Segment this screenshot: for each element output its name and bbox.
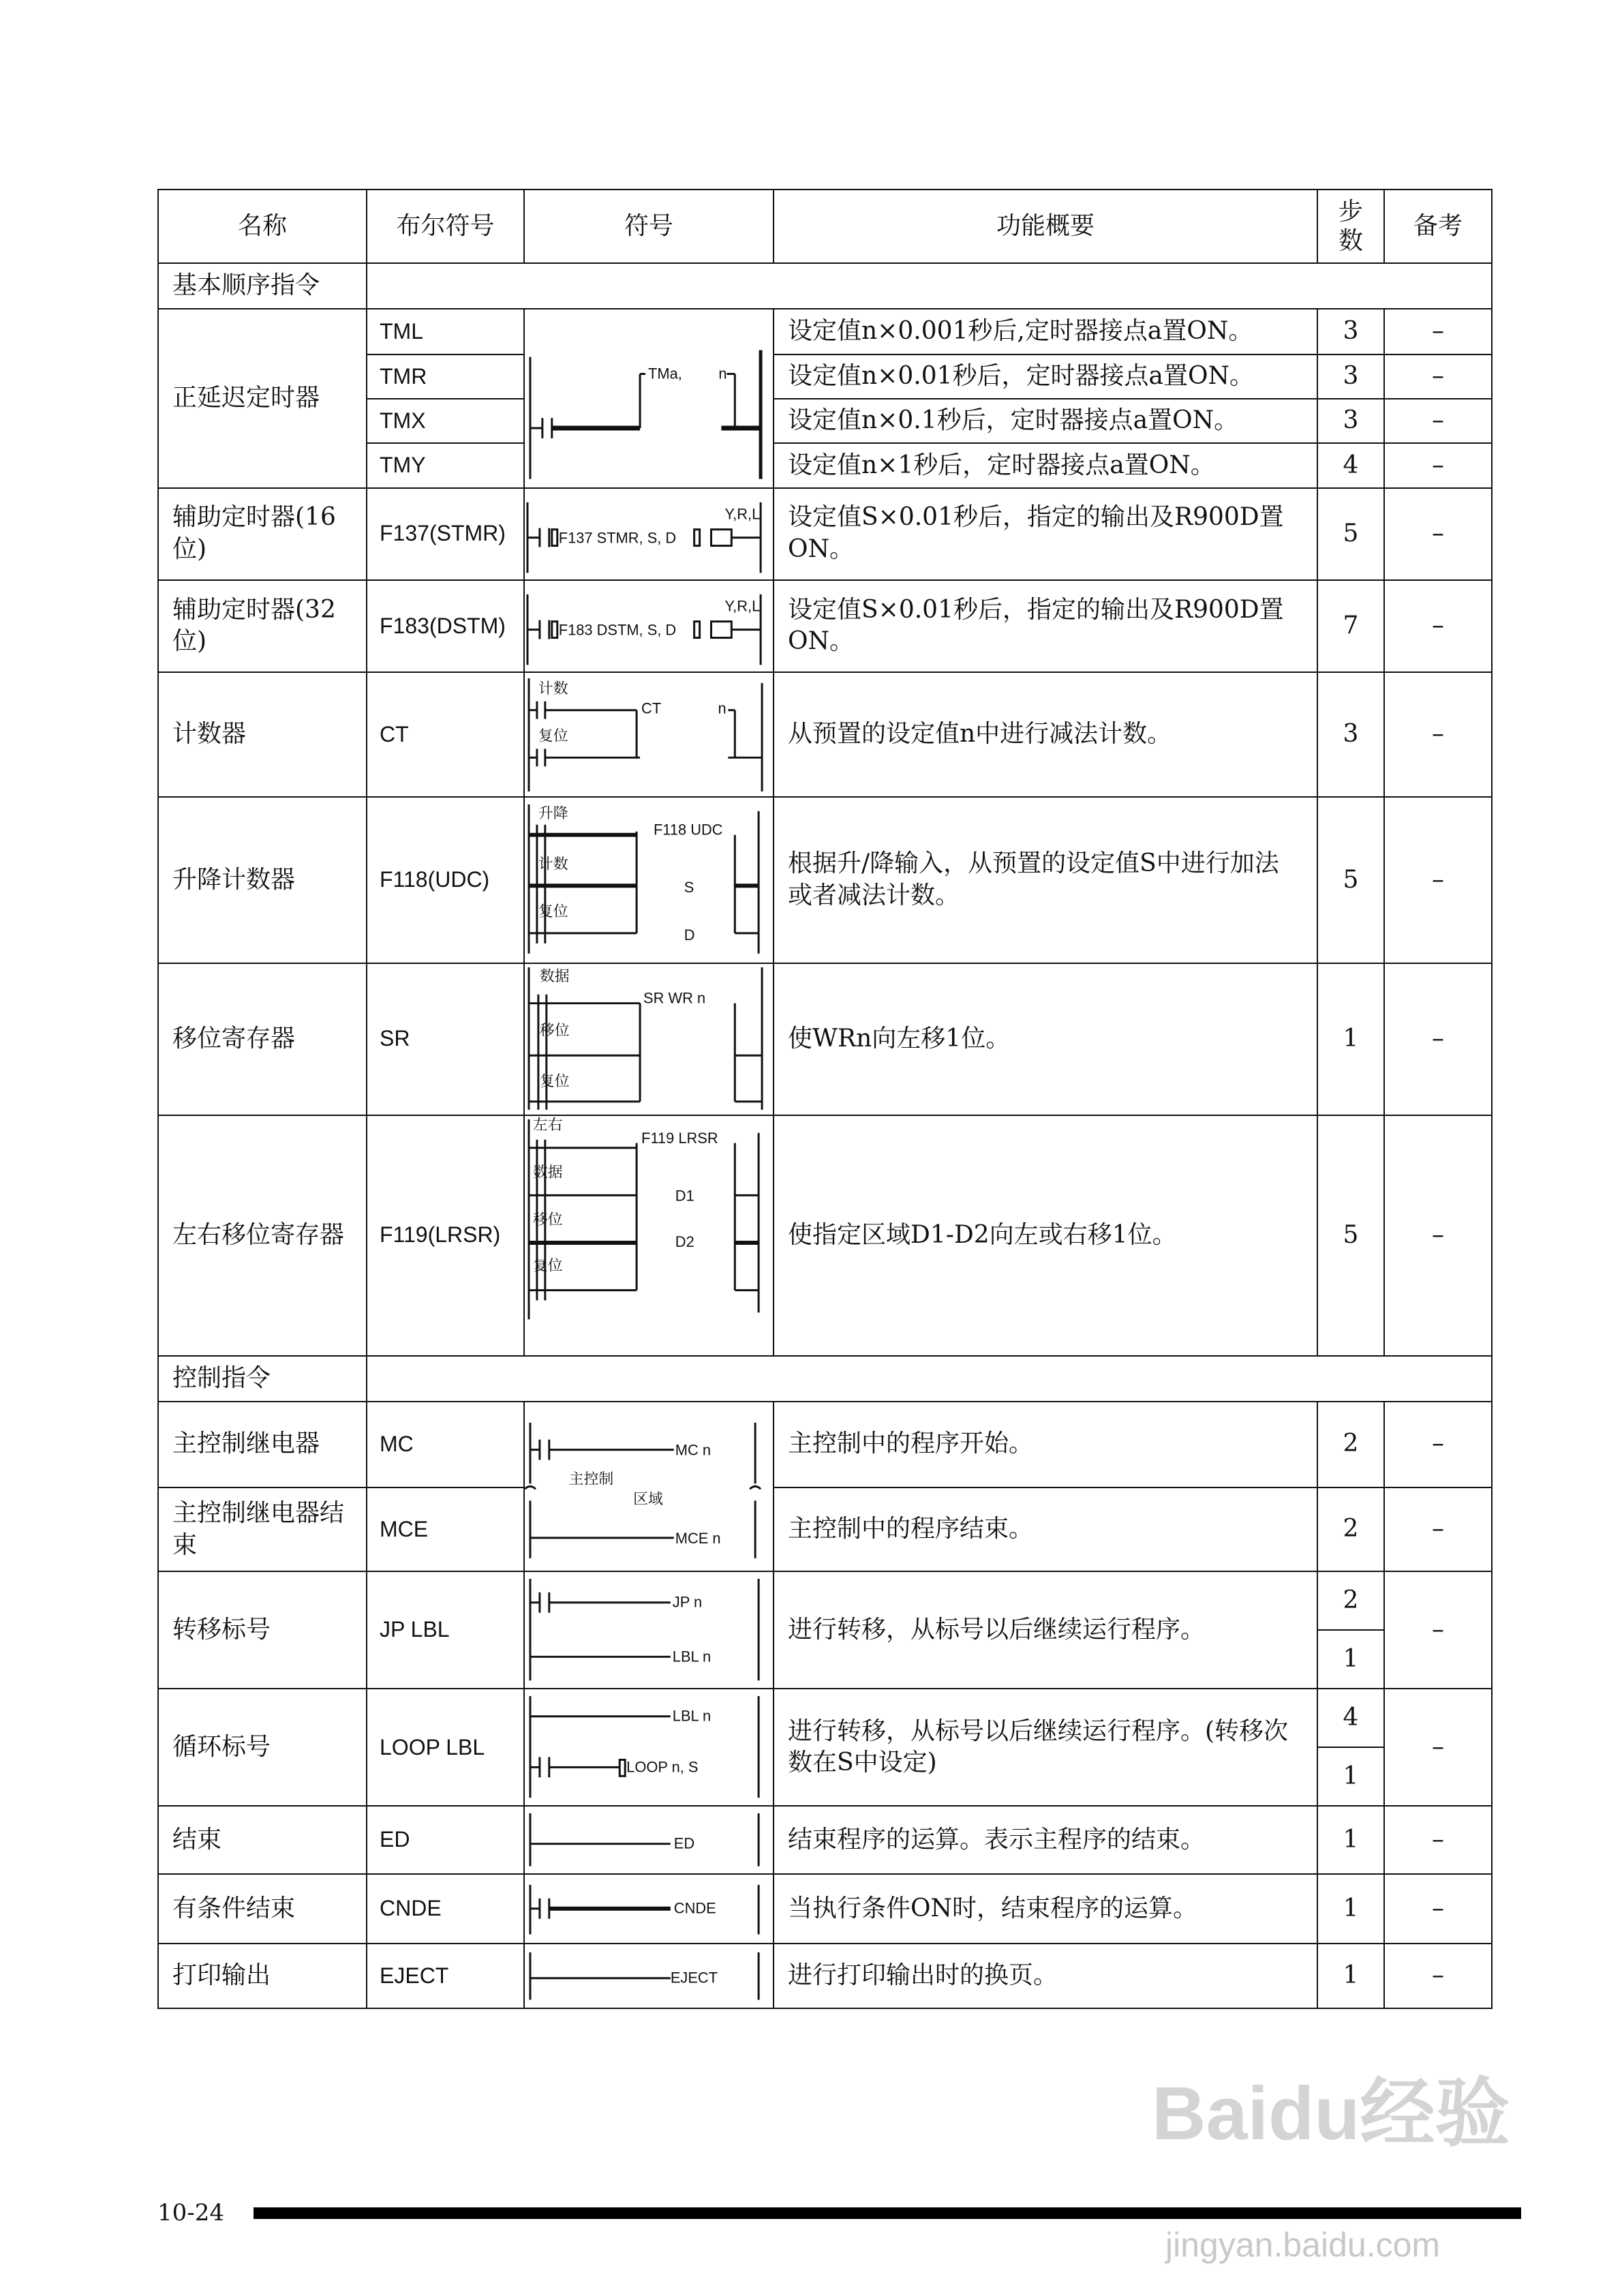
row-bool: LOOP LBL <box>367 1689 524 1806</box>
header-bool: 布尔符号 <box>367 190 524 263</box>
row-remarks: – <box>1384 1115 1492 1356</box>
row-bool: F183(DSTM) <box>367 580 524 672</box>
row-summary: 结束程序的运算。表示主程序的结束。 <box>774 1806 1317 1873</box>
step-count: 1 <box>1318 1629 1383 1688</box>
row-name: 转移标号 <box>158 1571 367 1689</box>
row-steps: 3 <box>1317 399 1384 443</box>
table-row <box>158 963 1492 1115</box>
table-row <box>158 1944 1492 2008</box>
row-remarks: – <box>1384 1944 1492 2008</box>
mce-label: MCE n <box>675 1529 721 1547</box>
loop-label: LOOP n, S <box>626 1758 699 1776</box>
baidu-watermark: Baidu经验 <box>1152 2072 1510 2156</box>
udc-label: F118 UDC <box>653 821 723 839</box>
udc-d: D <box>684 926 695 943</box>
row-bool: CNDE <box>367 1874 524 1944</box>
row-steps: 1 <box>1317 1874 1384 1944</box>
row-bool: CT <box>367 672 524 797</box>
row-bool: TMX <box>367 399 524 443</box>
footer-rule <box>254 2207 1521 2219</box>
row-name: 计数器 <box>158 672 367 797</box>
udc-in1: 升降 <box>538 804 568 822</box>
header-remarks: 备考 <box>1384 190 1492 263</box>
udc-s: S <box>684 879 694 896</box>
lrsr-in1: 左右 <box>532 1116 563 1134</box>
loop-lbl-label: LBL n <box>672 1708 711 1725</box>
row-steps: 7 <box>1317 580 1384 672</box>
table-row <box>158 1689 1492 1806</box>
lrsr-in2: 数据 <box>532 1164 563 1181</box>
mc-label: MC n <box>675 1441 711 1459</box>
row-remarks: – <box>1384 672 1492 797</box>
row-bool: SR <box>367 963 524 1115</box>
header-symbol: 符号 <box>524 190 774 263</box>
dstm-label: F183 DSTM, S, D <box>558 621 677 639</box>
lrsr-label: F119 LRSR <box>641 1129 718 1147</box>
page-number: 10-24 <box>157 2199 225 2226</box>
row-bool: F119(LRSR) <box>367 1115 524 1356</box>
row-remarks: – <box>1384 797 1492 963</box>
row-bool: TMR <box>367 354 524 399</box>
table-row <box>158 309 1492 354</box>
row-name: 主控制继电器结束 <box>158 1487 367 1571</box>
row-summary: 设定值S×0.01秒后，指定的输出及R900D置ON。 <box>774 580 1317 672</box>
row-steps: 1 <box>1317 963 1384 1115</box>
row-remarks: – <box>1384 1874 1492 1944</box>
row-name: 左右移位寄存器 <box>158 1115 367 1356</box>
step-count: 1 <box>1318 1747 1383 1805</box>
row-steps: 3 <box>1317 354 1384 399</box>
table-row <box>158 672 1492 797</box>
eject-ladder-symbol <box>524 1944 774 2008</box>
row-summary: 设定值n×0.001秒后,定时器接点a置ON。 <box>774 309 1317 354</box>
table-row <box>158 1115 1492 1356</box>
ed-label: ED <box>673 1835 695 1853</box>
row-bool: TMY <box>367 443 524 487</box>
step-count: 2 <box>1343 1586 1359 1614</box>
table-row <box>158 1571 1492 1689</box>
stmr-ladder-symbol <box>524 488 774 580</box>
header-row <box>158 190 1492 263</box>
lrsr-in4: 复位 <box>532 1257 563 1275</box>
row-steps: 5 <box>1317 1115 1384 1356</box>
row-summary: 使WRn向左移1位。 <box>774 963 1317 1115</box>
eject-label: EJECT <box>670 1969 718 1987</box>
section-title: 控制指令 <box>158 1356 367 1402</box>
dstm-ladder-symbol <box>524 580 774 672</box>
lrsr-in3: 移位 <box>532 1211 563 1228</box>
table-row <box>158 488 1492 580</box>
cnde-label: CNDE <box>673 1899 716 1917</box>
row-remarks: – <box>1384 1487 1492 1571</box>
udc-in3: 复位 <box>538 903 568 921</box>
ct-in2: 复位 <box>538 727 568 745</box>
row-name: 辅助定时器(16位) <box>158 488 367 580</box>
section-blank <box>367 263 1492 309</box>
row-name: 循环标号 <box>158 1689 367 1806</box>
timer-ladder-symbol <box>524 309 774 488</box>
row-summary: 根据升/降输入，从预置的设定值S中进行加法或者减法计数。 <box>774 797 1317 963</box>
row-name: 升降计数器 <box>158 797 367 963</box>
lrsr-d2: D2 <box>675 1233 694 1250</box>
ed-ladder-symbol <box>524 1806 774 1873</box>
timer-n: n <box>718 365 727 382</box>
row-summary: 使指定区域D1-D2向左或右移1位。 <box>774 1115 1317 1356</box>
udc-ladder-symbol <box>524 797 774 963</box>
ct-in1: 计数 <box>538 680 568 697</box>
row-steps: 1 <box>1317 1806 1384 1873</box>
row-summary: 设定值n×1秒后，定时器接点a置ON。 <box>774 443 1317 487</box>
row-bool: MCE <box>367 1487 524 1571</box>
row-name: 正延迟定时器 <box>158 309 367 488</box>
row-remarks: – <box>1384 399 1492 443</box>
row-steps: 3 <box>1317 309 1384 354</box>
row-bool: JP LBL <box>367 1571 524 1689</box>
table-row <box>158 797 1492 963</box>
row-summary: 进行转移，从标号以后继续运行程序。(转移次数在S中设定) <box>774 1689 1317 1806</box>
row-steps: 1 <box>1317 1944 1384 2008</box>
mc-area2: 区域 <box>633 1490 663 1508</box>
row-bool: MC <box>367 1402 524 1487</box>
row-summary: 主控制中的程序开始。 <box>774 1402 1317 1487</box>
ct-label: CT <box>641 699 662 717</box>
cnde-ladder-symbol <box>524 1874 774 1944</box>
row-remarks: – <box>1384 580 1492 672</box>
section-blank <box>367 1356 1492 1402</box>
row-bool: ED <box>367 1806 524 1873</box>
sr-label: SR WR n <box>643 989 706 1007</box>
row-name: 打印输出 <box>158 1944 367 2008</box>
row-summary: 主控制中的程序结束。 <box>774 1487 1317 1571</box>
row-remarks: – <box>1384 1689 1492 1806</box>
section-title: 基本顺序指令 <box>158 263 367 309</box>
loop-ladder-symbol <box>524 1689 774 1806</box>
row-summary: 设定值n×0.1秒后，定时器接点a置ON。 <box>774 399 1317 443</box>
table-row <box>158 1402 1492 1487</box>
row-name: 有条件结束 <box>158 1874 367 1944</box>
row-summary: 设定值n×0.01秒后，定时器接点a置ON。 <box>774 354 1317 399</box>
header-steps: 步数 <box>1317 190 1384 263</box>
row-summary: 进行转移，从标号以后继续运行程序。 <box>774 1571 1317 1689</box>
row-remarks: – <box>1384 309 1492 354</box>
header-summary: 功能概要 <box>774 190 1317 263</box>
row-steps <box>1317 1689 1384 1806</box>
step-count: 4 <box>1343 1703 1359 1732</box>
row-summary: 设定值S×0.01秒后，指定的输出及R900D置ON。 <box>774 488 1317 580</box>
row-name: 移位寄存器 <box>158 963 367 1115</box>
row-steps: 5 <box>1317 488 1384 580</box>
row-remarks: – <box>1384 1806 1492 1873</box>
sr-in3: 复位 <box>539 1072 570 1090</box>
instruction-table <box>157 189 1493 2009</box>
jp-label: JP n <box>672 1593 703 1611</box>
row-bool: F137(STMR) <box>367 488 524 580</box>
jp-lbl-label: LBL n <box>672 1648 711 1665</box>
sr-in2: 移位 <box>539 1022 570 1040</box>
sr-in1: 数据 <box>539 967 570 985</box>
jp-ladder-symbol <box>524 1571 774 1689</box>
row-name: 主控制继电器 <box>158 1402 367 1487</box>
row-remarks: – <box>1384 488 1492 580</box>
lrsr-ladder-symbol <box>524 1115 774 1356</box>
ct-n: n <box>718 699 726 717</box>
row-remarks: – <box>1384 354 1492 399</box>
udc-in2: 计数 <box>538 856 568 873</box>
row-summary: 当执行条件ON时，结束程序的运算。 <box>774 1874 1317 1944</box>
row-bool: EJECT <box>367 1944 524 2008</box>
mc-ladder-symbol <box>524 1402 774 1572</box>
row-remarks: – <box>1384 963 1492 1115</box>
row-steps: 2 <box>1317 1487 1384 1571</box>
row-steps: 4 <box>1317 443 1384 487</box>
row-name: 辅助定时器(32位) <box>158 580 367 672</box>
ct-ladder-symbol <box>524 672 774 797</box>
table-row <box>158 1487 1492 1571</box>
row-steps: 3 <box>1317 672 1384 797</box>
row-steps <box>1317 1571 1384 1689</box>
section-row <box>158 1356 1492 1402</box>
table-row <box>158 1806 1492 1873</box>
header-name: 名称 <box>158 190 367 263</box>
sr-ladder-symbol <box>524 963 774 1115</box>
row-steps: 2 <box>1317 1402 1384 1487</box>
row-remarks: – <box>1384 1402 1492 1487</box>
lrsr-d1: D1 <box>675 1186 694 1204</box>
stmr-label: F137 STMR, S, D <box>558 529 677 547</box>
stmr-out: Y,R,L <box>724 505 761 523</box>
baidu-watermark-url: jingyan.baidu.com <box>1165 2226 1441 2264</box>
dstm-out: Y,R,L <box>724 597 761 615</box>
row-summary: 进行打印输出时的换页。 <box>774 1944 1317 2008</box>
section-row <box>158 263 1492 309</box>
table-row <box>158 1874 1492 1944</box>
row-remarks: – <box>1384 443 1492 487</box>
row-name: 结束 <box>158 1806 367 1873</box>
mc-area1: 主控制 <box>568 1470 614 1487</box>
row-bool: TML <box>367 309 524 354</box>
row-bool: F118(UDC) <box>367 797 524 963</box>
row-summary: 从预置的设定值n中进行减法计数。 <box>774 672 1317 797</box>
row-remarks: – <box>1384 1571 1492 1689</box>
table-row <box>158 580 1492 672</box>
row-steps: 5 <box>1317 797 1384 963</box>
timer-label: TMa, <box>648 365 682 382</box>
